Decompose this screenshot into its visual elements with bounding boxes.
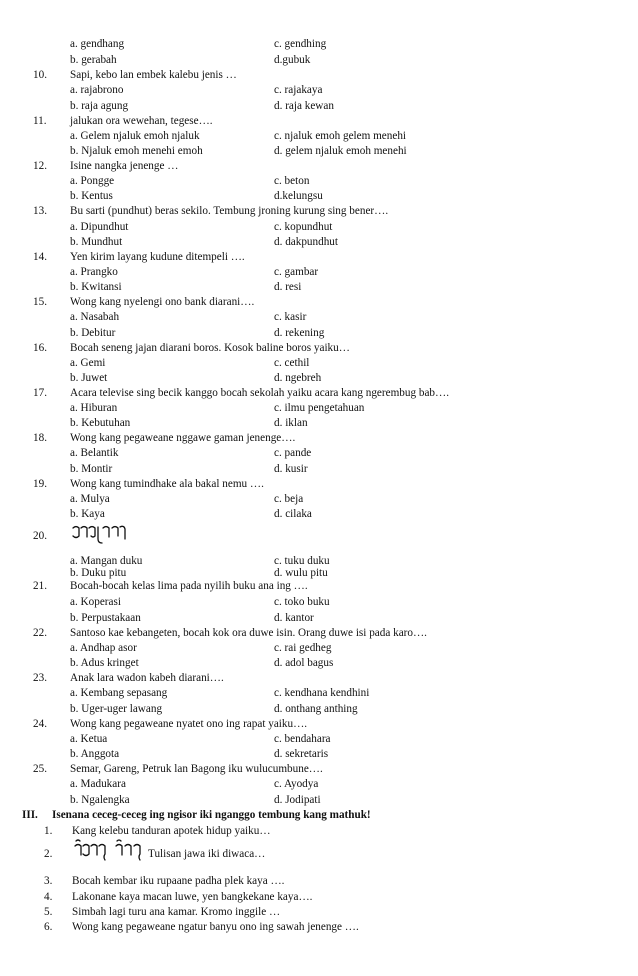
question-text: Semar, Gareng, Petruk lan Bagong iku wulucumbune…. xyxy=(70,763,323,775)
option-d: d. onthang anthing xyxy=(274,703,358,715)
option-a: a. Gemi xyxy=(70,357,106,369)
question-number: 18. xyxy=(33,432,47,444)
option-d: d. sekretaris xyxy=(274,748,329,760)
question-number: 23. xyxy=(33,672,47,684)
option-a: a. Gelem njaluk emoh njaluk xyxy=(70,130,200,142)
item-text: Bocah kembar iku rupaane padha plek kaya …. xyxy=(72,875,285,887)
question-number: 17. xyxy=(33,387,47,399)
option-d: d.gubuk xyxy=(274,54,311,66)
option-a: a. Kembang sepasang xyxy=(70,687,168,699)
question-text: Wong kang tumindhake ala bakal nemu …. xyxy=(70,478,264,490)
option-c: c. cethil xyxy=(274,357,310,369)
option-a: a. Hiburan xyxy=(70,402,118,414)
option-a: a. Prangko xyxy=(70,266,118,278)
option-b: b. Kentus xyxy=(70,190,113,202)
option-d: d. iklan xyxy=(274,417,308,429)
question-text: Wong kang nyelengi ono bank diarani…. xyxy=(70,296,255,308)
option-c: c. rajakaya xyxy=(274,84,323,96)
option-c: c. kendhana kendhini xyxy=(274,687,370,699)
option-a: a. Mangan duku xyxy=(70,555,143,567)
option-d: d. cilaka xyxy=(274,508,312,520)
option-b: b. Uger-uger lawang xyxy=(70,703,163,715)
option-a: a. Koperasi xyxy=(70,596,121,608)
item-number: 1. xyxy=(44,825,53,837)
option-a: a. Pongge xyxy=(70,175,115,187)
question-text: Bocah-bocah kelas lima pada nyilih buku ana ing …. xyxy=(70,580,308,592)
section-number: III. xyxy=(22,809,38,821)
question-number: 10. xyxy=(33,69,47,81)
option-d: d. ngebreh xyxy=(274,372,322,384)
question-number: 19. xyxy=(33,478,47,490)
item-number: 4. xyxy=(44,891,53,903)
option-b: b. Njaluk emoh menehi emoh xyxy=(70,145,203,157)
question-number: 21. xyxy=(33,580,47,592)
option-a: a. rajabrono xyxy=(70,84,124,96)
option-c: c. toko buku xyxy=(274,596,330,608)
item-number: 2. xyxy=(44,848,53,860)
option-c: c. kopundhut xyxy=(274,221,333,233)
option-a: a. gendhang xyxy=(70,38,125,50)
option-d: d. kusir xyxy=(274,463,308,475)
question-text: Isine nangka jenenge … xyxy=(70,160,179,172)
option-b: b. Ngalengka xyxy=(70,794,130,806)
item-number: 6. xyxy=(44,921,53,933)
javanese-script-image xyxy=(72,838,146,864)
option-d: d. dakpundhut xyxy=(274,236,339,248)
option-d: d. resi xyxy=(274,281,302,293)
option-c: c. njaluk emoh gelem menehi xyxy=(274,130,407,142)
option-b: b. Montir xyxy=(70,463,113,475)
option-c: c. rai gedheg xyxy=(274,642,332,654)
option-a: a. Dipundhut xyxy=(70,221,129,233)
option-b: b. Debitur xyxy=(70,327,116,339)
option-b: b. Mundhut xyxy=(70,236,123,248)
option-c: c. tuku duku xyxy=(274,555,330,567)
question-text: Sapi, kebo lan embek kalebu jenis … xyxy=(70,69,237,81)
option-b: b. Duku pitu xyxy=(70,567,127,579)
item-number: 3. xyxy=(44,875,53,887)
option-d: d.kelungsu xyxy=(274,190,323,202)
question-text: Anak lara wadon kabeh diarani…. xyxy=(70,672,224,684)
question-text: jalukan ora wewehan, tegese…. xyxy=(70,115,213,127)
question-number: 25. xyxy=(33,763,47,775)
option-d: d. raja kewan xyxy=(274,100,334,112)
option-d: d. adol bagus xyxy=(274,657,334,669)
question-number: 24. xyxy=(33,718,47,730)
item-text: Simbah lagi turu ana kamar. Kromo inggile … xyxy=(72,906,281,918)
option-c: c. beton xyxy=(274,175,310,187)
option-b: b. Perpustakaan xyxy=(70,612,141,624)
option-a: a. Madukara xyxy=(70,778,126,790)
option-c: c. pande xyxy=(274,447,312,459)
question-text: Bu sarti (pundhut) beras sekilo. Tembung jroning kurung sing bener…. xyxy=(70,205,389,217)
question-number: 20. xyxy=(33,530,47,542)
option-a: a. Ketua xyxy=(70,733,108,745)
question-number: 12. xyxy=(33,160,47,172)
section-title: Isenana ceceg-ceceg ing ngisor iki nganggo tembung kang mathuk! xyxy=(52,809,371,821)
option-b: b. raja agung xyxy=(70,100,129,112)
option-c: c. beja xyxy=(274,493,304,505)
item-number: 5. xyxy=(44,906,53,918)
item-text: Lakonane kaya macan luwe, yen bangkekane kaya…. xyxy=(72,891,313,903)
option-a: a. Andhap asor xyxy=(70,642,137,654)
option-c: c. ilmu pengetahuan xyxy=(274,402,365,414)
option-d: d. rekening xyxy=(274,327,325,339)
option-a: a. Belantik xyxy=(70,447,119,459)
option-a: a. Nasabah xyxy=(70,311,120,323)
option-c: c. Ayodya xyxy=(274,778,319,790)
question-number: 14. xyxy=(33,251,47,263)
question-text: Yen kirim layang kudune ditempeli …. xyxy=(70,251,245,263)
question-text: Wong kang pegaweane nyatet ono ing rapat yaiku…. xyxy=(70,718,308,730)
question-number: 16. xyxy=(33,342,47,354)
question-text: Bocah seneng jajan diarani boros. Kosok baline boros yaiku… xyxy=(70,342,350,354)
option-b: b. Kebutuhan xyxy=(70,417,131,429)
option-b: b. Adus kringet xyxy=(70,657,139,669)
option-d: d. Jodipati xyxy=(274,794,321,806)
question-text: Acara televise sing becik kanggo bocah sekolah yaiku acara kang ngerembug bab…. xyxy=(70,387,449,399)
option-b: b. gerabah xyxy=(70,54,117,66)
option-c: c. gambar xyxy=(274,266,319,278)
option-a: a. Mulya xyxy=(70,493,110,505)
option-d: d. wulu pitu xyxy=(274,567,328,579)
option-d: d. kantor xyxy=(274,612,314,624)
question-text: Santoso kae kebangeten, bocah kok ora duwe isin. Orang duwe isi pada karo…. xyxy=(70,627,427,639)
question-number: 22. xyxy=(33,627,47,639)
option-c: c. gendhing xyxy=(274,38,327,50)
option-b: b. Anggota xyxy=(70,748,120,760)
question-number: 15. xyxy=(33,296,47,308)
option-b: b. Kaya xyxy=(70,508,105,520)
question-number: 13. xyxy=(33,205,47,217)
javanese-script-image xyxy=(70,522,128,546)
item-text: Tulisan jawa iki diwaca… xyxy=(148,848,266,860)
option-b: b. Juwet xyxy=(70,372,108,384)
option-b: b. Kwitansi xyxy=(70,281,122,293)
item-text: Kang kelebu tanduran apotek hidup yaiku… xyxy=(72,825,271,837)
option-c: c. bendahara xyxy=(274,733,331,745)
option-d: d. gelem njaluk emoh menehi xyxy=(274,145,407,157)
option-c: c. kasir xyxy=(274,311,307,323)
question-text: Wong kang pegaweane nggawe gaman jenenge…. xyxy=(70,432,296,444)
question-number: 11. xyxy=(33,115,47,127)
item-text: Wong kang pegaweane ngatur banyu ono ing sawah jenenge …. xyxy=(72,921,359,933)
